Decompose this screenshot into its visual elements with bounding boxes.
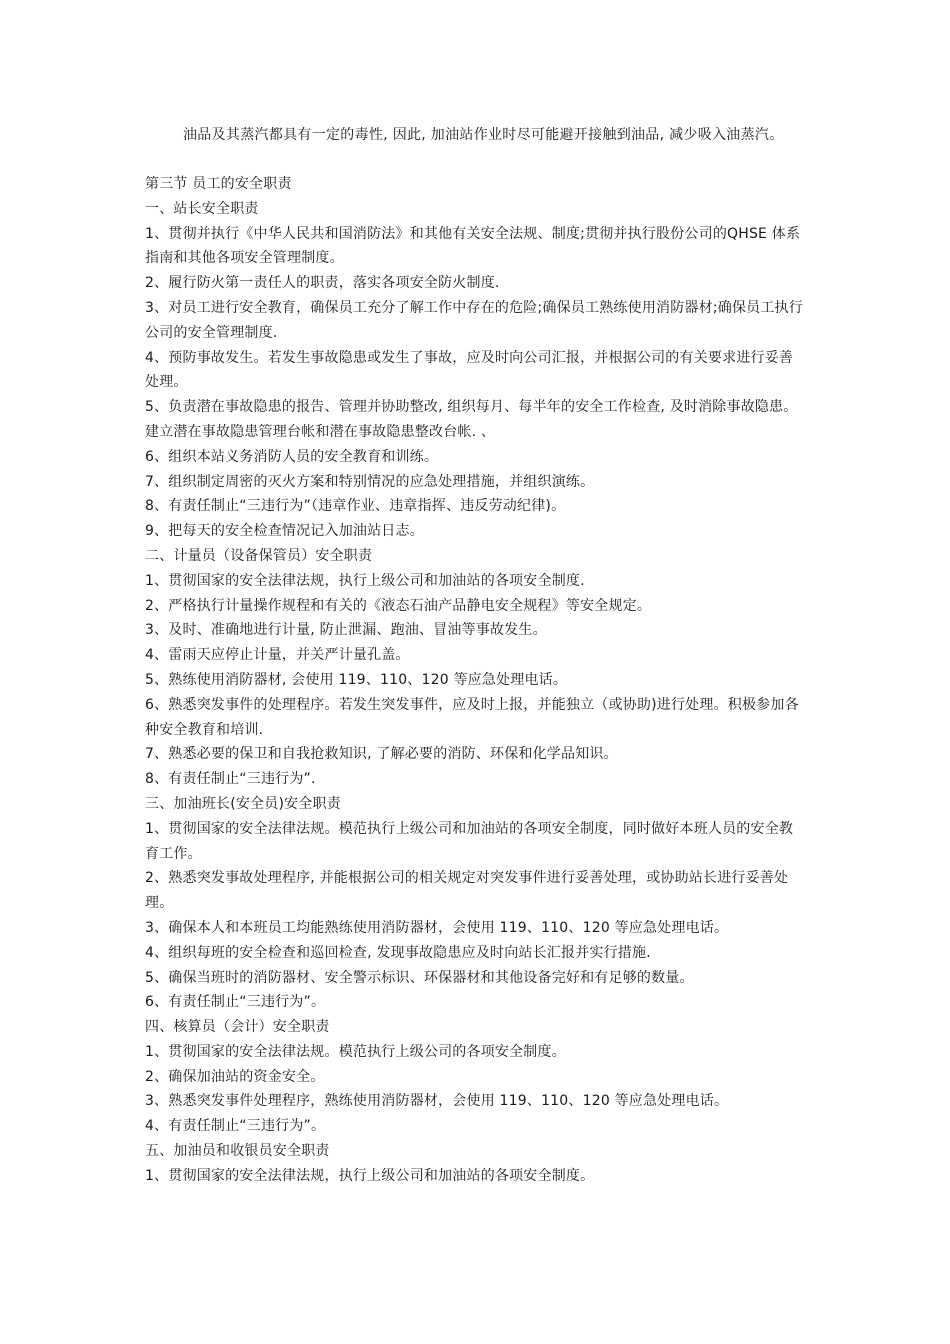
duty-item: 3、及时、准确地进行计量, 防止泄漏、跑油、冒油等事故发生。 xyxy=(145,622,547,639)
duty-item: 2、严格执行计量操作规程和有关的《液态石油产品静电安全规程》等安全规定。 xyxy=(145,597,652,614)
duty-item: 4、预防事故发生。若发生事故隐患或发生了事故，应及时向公司汇报，并根据公司的有关要求进行妥善处理。 xyxy=(145,349,794,391)
duty-item: 2、熟悉突发事故处理程序, 并能根据公司的相关规定对突发事件进行妥善处理，或协助站长进行妥善处理。 xyxy=(145,870,789,912)
duty-item: 5、负责潜在事故隐患的报告、管理并协助整改, 组织每月、每半年的安全工作检查, 及时消除事故隐患。建立潜在事故隐患管理台帐和潜在事故隐患整改台帐. 、 xyxy=(145,399,798,440)
duty-item: 3、对员工进行安全教育，确保员工充分了解工作中存在的危险;确保员工熟练使用消防器材;确保员工执行公司的安全管理制度. xyxy=(145,299,803,341)
duty-item: 3、确保本人和本班员工均能熟练使用消防器材，会使用 119、110、120 等应急处理电话。 xyxy=(145,919,729,936)
section-heading: 五、加油员和收银员安全职责 xyxy=(145,1143,330,1160)
section-heading: 四、核算员（会计）安全职责 xyxy=(145,1019,330,1036)
duty-item: 1、贯彻国家的安全法律法规。模范执行上级公司的各项安全制度。 xyxy=(145,1043,566,1060)
duty-item: 6、熟悉突发事件的处理程序。若发生突发事件，应及时上报，并能独立（或协助)进行处理。积极参加各种安全教育和培训. xyxy=(145,696,799,738)
section-heading: 二、计量员（设备保管员）安全职责 xyxy=(145,547,373,564)
intro-paragraph: 油品及其蒸汽都具有一定的毒性, 因此, 加油站作业时尽可能避开接触到油品, 减少吸入油蒸汽。 xyxy=(183,127,784,143)
duty-item: 5、熟练使用消防器材, 会使用 119、110、120 等应急处理电话。 xyxy=(145,671,568,688)
duty-item: 1、贯彻国家的安全法律法规，执行上级公司和加油站的各项安全制度。 xyxy=(145,1167,595,1184)
duty-item: 8、有责任制止“三违行为”. xyxy=(145,771,316,788)
duty-item: 4、雷雨天应停止计量，并关严计量孔盖。 xyxy=(145,647,410,664)
duty-item: 6、组织本站义务消防人员的安全教育和训练。 xyxy=(145,448,439,465)
section-heading: 一、站长安全职责 xyxy=(145,200,259,217)
duty-item: 5、确保当班时的消防器材、安全警示标识、环保器材和其他设备完好和有足够的数量。 xyxy=(145,969,694,986)
duty-item: 7、熟悉必要的保卫和自我抢救知识, 了解必要的消防、环保和化学品知识。 xyxy=(145,746,618,763)
duty-item: 7、组织制定周密的灭火方案和特别情况的应急处理措施，并组织演练。 xyxy=(145,473,595,490)
duty-item: 9、把每天的安全检查情况记入加油站日志。 xyxy=(145,523,424,540)
document-body xyxy=(145,123,805,1189)
section-heading: 第三节 员工的安全职责 xyxy=(145,176,292,192)
duty-item: 2、履行防火第一责任人的职责，落实各项安全防火制度. xyxy=(145,275,500,292)
duty-item: 2、确保加油站的资金安全。 xyxy=(145,1068,325,1085)
duties-section xyxy=(145,172,805,1189)
duty-item: 1、贯彻国家的安全法律法规。模范执行上级公司和加油站的各项安全制度，同时做好本班人员的安全教育工作。 xyxy=(145,820,794,862)
section-heading: 三、加油班长(安全员)安全职责 xyxy=(145,795,341,812)
duty-item: 1、贯彻国家的安全法律法规，执行上级公司和加油站的各项安全制度. xyxy=(145,572,585,589)
duty-item: 4、有责任制止“三违行为”。 xyxy=(145,1118,326,1135)
duty-item: 8、有责任制止“三违行为”（违章作业、违章指挥、违反劳动纪律)。 xyxy=(145,498,566,515)
duty-item: 3、熟悉突发事件处理程序，熟练使用消防器材，会使用 119、110、120 等应急处理电话。 xyxy=(145,1093,729,1110)
duty-item: 1、贯彻并执行《中华人民共和国消防法》和其他有关安全法规、制度;贯彻并执行股份公司的QHSE 体系指南和其他各项安全管理制度。 xyxy=(145,225,801,267)
duty-item: 4、组织每班的安全检查和巡回检查, 发现事故隐患应及时向站长汇报并实行措施. xyxy=(145,944,651,961)
paragraph-gap xyxy=(145,148,805,172)
duty-item: 6、有责任制止“三违行为”。 xyxy=(145,994,326,1011)
